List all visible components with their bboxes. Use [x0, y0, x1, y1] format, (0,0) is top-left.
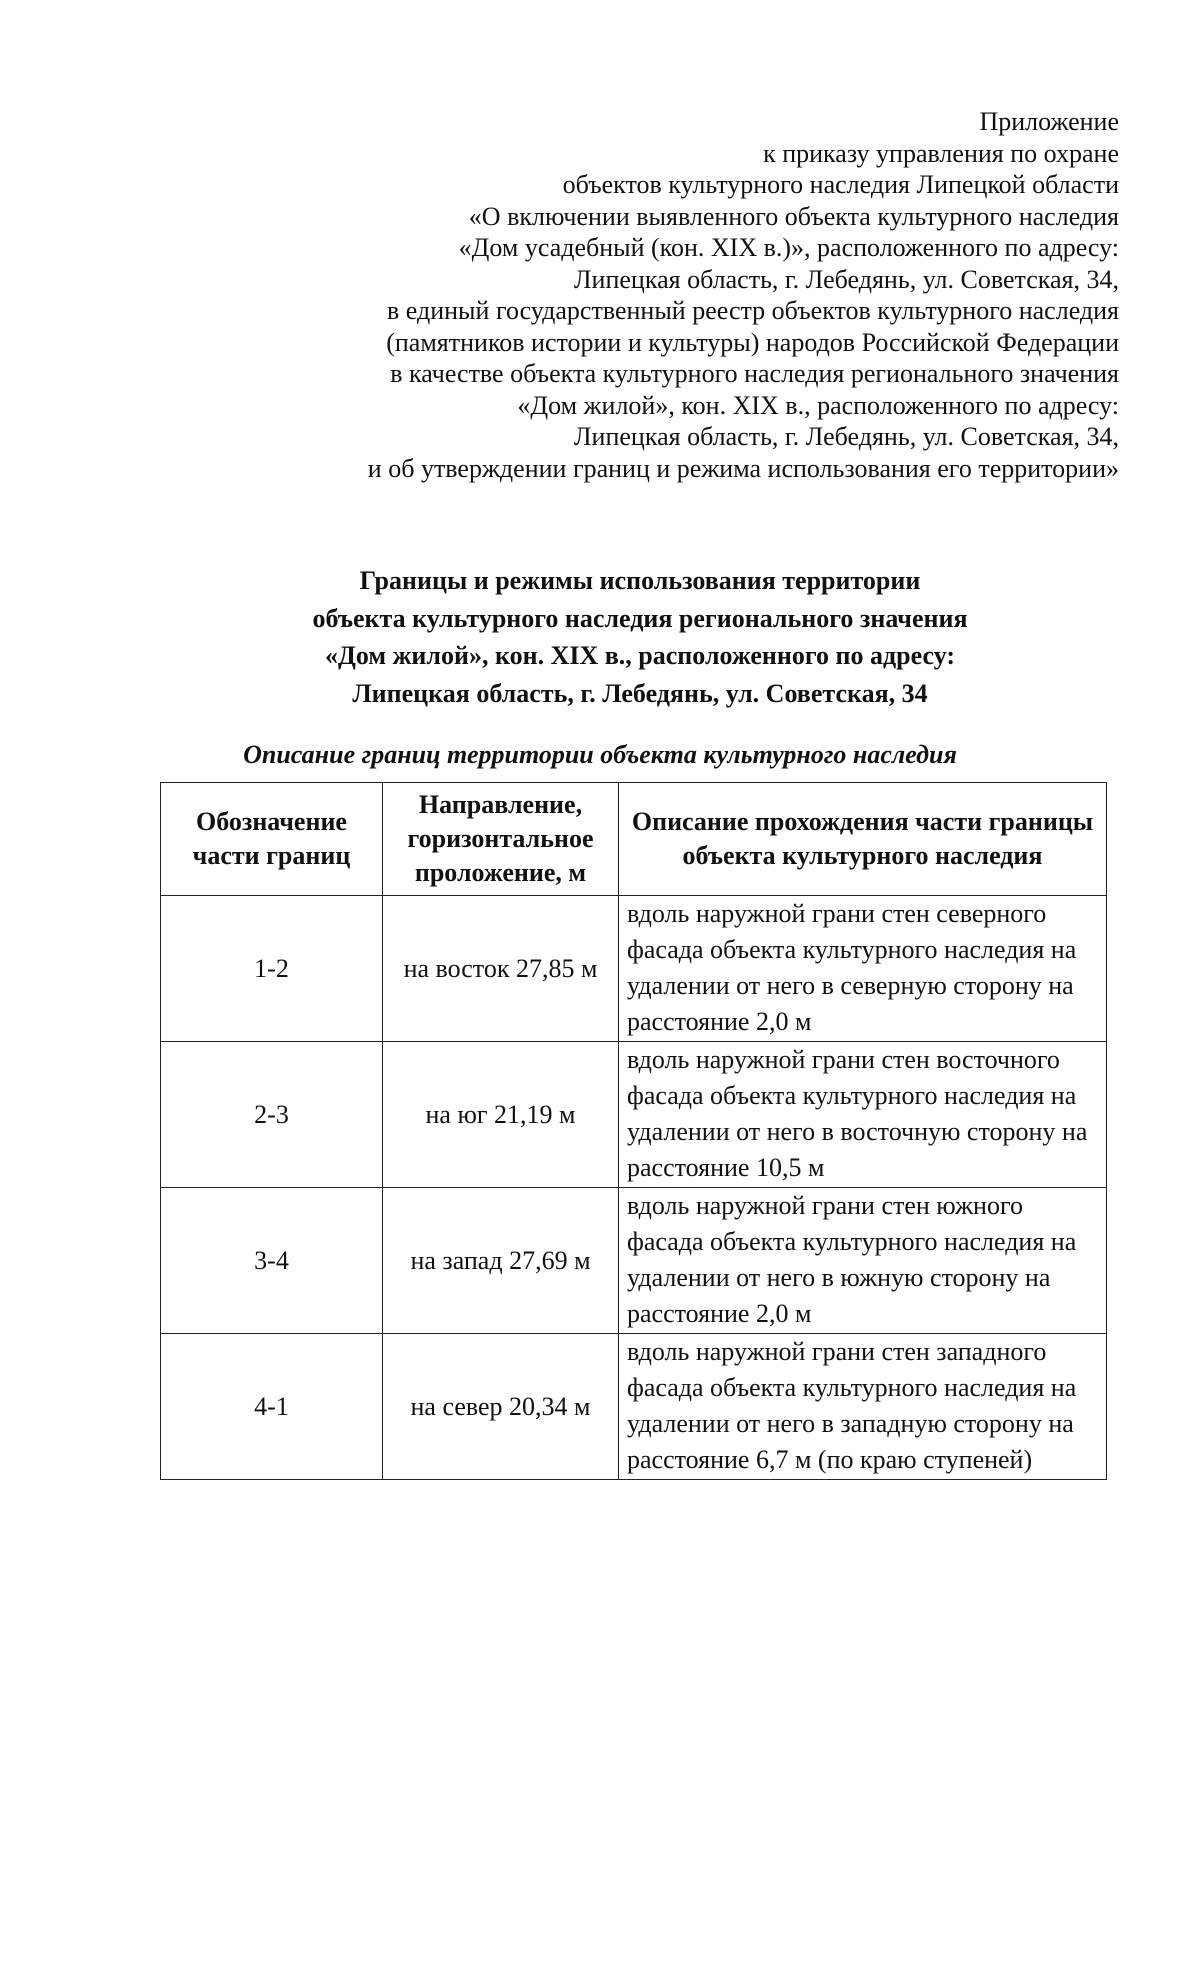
appendix-line: к приказу управления по охране [763, 138, 1119, 168]
cell-description: вдоль наружной грани стен восточного фасада объекта культурного наследия на удалении от него в восточную сторону на расстояние 10,5 м [619, 1042, 1107, 1188]
appendix-line: «Дом жилой», кон. XIX в., расположенного по адресу: [517, 390, 1119, 420]
appendix-line: и об утверждении границ и режима использования его территории» [367, 453, 1119, 483]
cell-direction: на север 20,34 м [383, 1334, 619, 1480]
table-row [161, 1042, 1107, 1188]
appendix-line: Приложение [979, 107, 1119, 136]
appendix-line: «О включении выявленного объекта культурного наследия [468, 201, 1119, 231]
cell-part: 2-3 [161, 1042, 383, 1188]
appendix-line: Липецкая область, г. Лебедянь, ул. Советская, 34, [573, 264, 1119, 294]
boundaries-table [160, 782, 1107, 1480]
cell-part: 3-4 [161, 1188, 383, 1334]
cell-description: вдоль наружной грани стен южного фасада объекта культурного наследия на удалении от него в южную сторону на расстояние 2,0 м [619, 1188, 1107, 1334]
appendix-line: «Дом усадебный (кон. XIX в.)», расположенного по адресу: [458, 233, 1119, 262]
title-line: «Дом жилой», кон. XIX в., расположенного по адресу: [324, 641, 956, 670]
title-line: Липецкая область, г. Лебедянь, ул. Советская, 34 [352, 678, 928, 708]
cell-direction: на запад 27,69 м [383, 1188, 619, 1334]
appendix-line: объектов культурного наследия Липецкой области [562, 170, 1119, 199]
header-part: Обозначение части границ [161, 783, 383, 896]
cell-part: 1-2 [161, 896, 383, 1042]
table-row [161, 1334, 1107, 1480]
appendix-line: в единый государственный реестр объектов культурного наследия [387, 296, 1119, 325]
cell-direction: на восток 27,85 м [383, 896, 619, 1042]
document-title [0, 562, 1200, 712]
cell-description: вдоль наружной грани стен западного фасада объекта культурного наследия на удалении от него в западную сторону на расстояние 6,7 м (по краю ступеней) [619, 1334, 1107, 1480]
header-description: Описание прохождения части границы объекта культурного наследия [619, 783, 1107, 896]
cell-description: вдоль наружной грани стен северного фасада объекта культурного наследия на удалении от него в северную сторону на расстояние 2,0 м [619, 896, 1107, 1042]
table-row [161, 896, 1107, 1042]
title-line: объекта культурного наследия регионального значения [312, 603, 968, 633]
header-direction: Направление, горизонтальное проложение, м [383, 783, 619, 896]
appendix-line: (памятников истории и культуры) народов Российской Федерации [386, 327, 1119, 357]
table-row [161, 1188, 1107, 1334]
title-line: Границы и режимы использования территории [359, 566, 921, 595]
appendix-line: Липецкая область, г. Лебедянь, ул. Советская, 34, [573, 422, 1119, 451]
cell-part: 4-1 [161, 1334, 383, 1480]
appendix-line: в качестве объекта культурного наследия регионального значения [390, 359, 1119, 388]
table-caption: Описание границ территории объекта культурного наследия [243, 740, 957, 769]
table-header-row [161, 783, 1107, 896]
cell-direction: на юг 21,19 м [383, 1042, 619, 1188]
appendix-header [219, 106, 1119, 484]
